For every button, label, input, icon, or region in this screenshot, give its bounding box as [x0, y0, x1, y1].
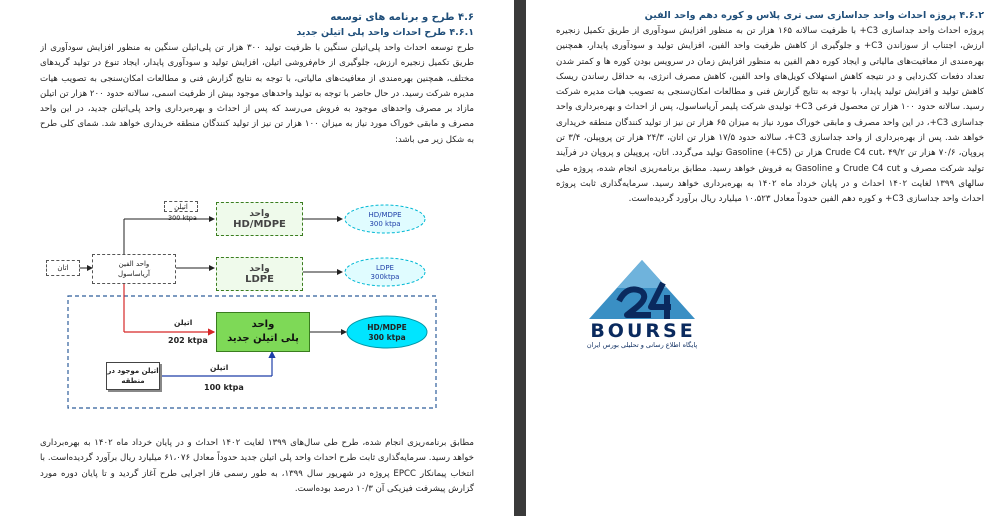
existing-ethylene-box: [106, 362, 160, 390]
logo-tagline: پایگاه اطلاع رسانی و تحلیلی بورس ایران: [586, 341, 698, 349]
hd-unit-title: واحد: [249, 208, 270, 219]
subsection-heading: ۴.۶.۱ طرح احداث واحد پلی اتیلن جدید: [296, 27, 474, 38]
bourse-logo: [567, 257, 717, 357]
olefin-unit-box: [92, 254, 176, 284]
mountain-icon: [567, 257, 717, 322]
section-heading: ۴.۶ طرح و برنامه های توسعه: [330, 12, 474, 23]
closing-paragraph: مطابق برنامه‌ریزی انجام شده، طرح طی سال‌های ۱۳۹۹ لغایت ۱۴۰۲ احداث و در پایان خرداد ماه ۱۴۰۲ به بهره‌برداری خواهد رسید. سرمایه‌گذاری ثابت طرح احداث واحد پلی اتیلن جدید حدوداً معادل ۶۱،۰۷۶ میلیارد ریال برآورد گردیده‌است. با انتخاب پیمانکار EPCC پروژه در شهریور سال ۱۳۹۹، به طور رسمی فاز اجرایی طرح آغاز گردید و تا پایان دوره مورد گزارش پیشرفت فیزیکی آن ۱۰/۳ درصد بوده‌است.: [40, 438, 474, 494]
right-subsection-heading: ۴.۶.۲ پروژه احداث واحد جداسازی سی تری پلاس و کوره دهم واحد الفین: [644, 10, 984, 21]
hd-unit-name: HD/MDPE: [233, 218, 286, 230]
hd-output-label: HD/MDPE 300 ktpa: [368, 211, 402, 228]
new-feed-qty: 202 ktpa: [168, 336, 208, 345]
existing-feed-qty: 100 ktpa: [204, 383, 244, 392]
new-output-label: HD/MDPE 300 ktpa: [367, 323, 407, 342]
logo-wordmark: BOURSE: [590, 320, 696, 342]
page-gutter: [514, 0, 526, 516]
existing-ethylene-label: اتیلن موجود در منطقه: [107, 367, 159, 385]
new-pe-unit-label: واحد پلی اتیلن جدید: [227, 319, 299, 344]
hd-feed-label: اتیلن: [174, 202, 188, 211]
ld-unit-box: [216, 257, 303, 291]
right-paragraph: پروژه احداث واحد جداسازی C3+ با ظرفیت سالانه ۱۶۵ هزار تن به منظور افزایش سودآوری از طریق تکمیل زنجیره ارزش، اجتناب از سوزاندن C3+ و جلوگیری از کاهش ظرفیت واحد الفین، افزایش تولید و سودآوری پایدار، همچنین بهره‌مندی از معافیت‌های مالیاتی و ایجاد کوره دهم الفین به منظور افزایش زمان در سرویس بودن کوره ها و کمتر شدن تعداد دفعات کک‌زدایی و در نتیجه کاهش استهلاک کویل‌های واحد الفین، کاهش مصرف انرژی، به حداقل رساندن ریسک کاهش تولید و افزایش تولید پایدار، با توجه به نتایج گزارش فنی و مطالعات امکان‌سنجی به تصویب هیات مدیره شرکت رسید. سالانه حدود ۱۰۰ هزار تن محصول فرعی C3+ تولیدی شرکت پلیمر آریاساسول، پس از احداث و بهره‌برداری واحد جداسازی C3+، در این واحد مصرف و مابقی خوراک مورد نیاز به میزان ۶۵ هزار تن نیز از تولید کنندگان منطقه خریداری خواهد شد. پس از بهره‌برداری از واحد جداسازی C3+، سالانه حدود ۱۷/۵ هزار تن اتان، ۲۴/۳ هزار تن پروپیلن، ۳/۴ تن پروپان، ۷۰/۶ هزار تن Crude C4 cut، ۴۹/۲ هزار تن (C5+) Gasoline تولید می‌گردد. اتان، پروپیلن و پروپان در فرآیند تولید شرکت مصرف و Crude C4 cut و Gasoline به فروش خواهد رسید. مطابق برنامه‌ریزی انجام شده، پروژه طی سالهای ۱۳۹۹ لغایت ۱۴۰۲ احداث و در پایان خرداد ماه ۱۴۰۲ به بهره‌برداری خواهد رسید. سرمایه‌گذاری ثابت پروژه احداث واحد جداسازی C3+ و کوره دهم الفین حدوداً معادل ۱۰،۵۲۳ میلیارد ریال برآورد گردیده‌است.: [556, 26, 984, 205]
ld-output-label: LDPE 300ktpa: [370, 264, 400, 281]
new-pe-unit-box: [216, 312, 310, 352]
ethane-input-label: اتان: [57, 264, 69, 272]
hd-unit-box: [216, 202, 303, 236]
new-feed-label: اتیلن: [174, 318, 193, 327]
hd-feed-box: [164, 201, 198, 212]
ld-unit-title: واحد: [249, 263, 270, 274]
ld-unit-name: LDPE: [245, 273, 274, 285]
hd-feed-qty: 300 ktpa: [168, 214, 197, 222]
intro-paragraph: طرح توسعه احداث واحد پلی‌اتیلن سنگین با ظرفیت تولید ۳۰۰ هزار تن پلی‌اتیلن سنگین به منظور افزایش سودآوری از طریق تکمیل زنجیره ارزش، جلوگیری از خام‌فروشی اتیلن، افزایش تولید و سودآوری پایدار، ایجاد تنوع در تولید گریدهای مختلف، همچنین بهره‌مندی از معافیت‌های مالیاتی، با توجه به نتایج گزارش فنی و مطالعات امکان‌سنجی به تصویب هیات مدیره شرکت رسید. در حال حاضر با توجه به تولید واحدهای موجود بیش از ظرفیت اسمی، سالانه حدود ۲۰۰ هزار تن اتیلن مازاد بر مصرف واحدهای موجود به فروش می‌رسد که پس از احداث و بهره‌برداری واحد پلی‌اتیلن جدید، در این واحد مصرف و مابقی خوراک مورد نیاز به میزان ۱۰۰ هزار تن نیز از تولید کنندگان منطقه خریداری خواهد شد. شمای کلی طرح به شکل زیر می باشد:: [40, 43, 474, 145]
olefin-unit-label: واحد الفین آریاساسول: [118, 260, 150, 278]
ethane-input-box: [46, 260, 80, 276]
process-diagram: [40, 180, 460, 415]
existing-feed-label: اتیلن: [210, 363, 229, 372]
right-page: [526, 0, 1004, 516]
